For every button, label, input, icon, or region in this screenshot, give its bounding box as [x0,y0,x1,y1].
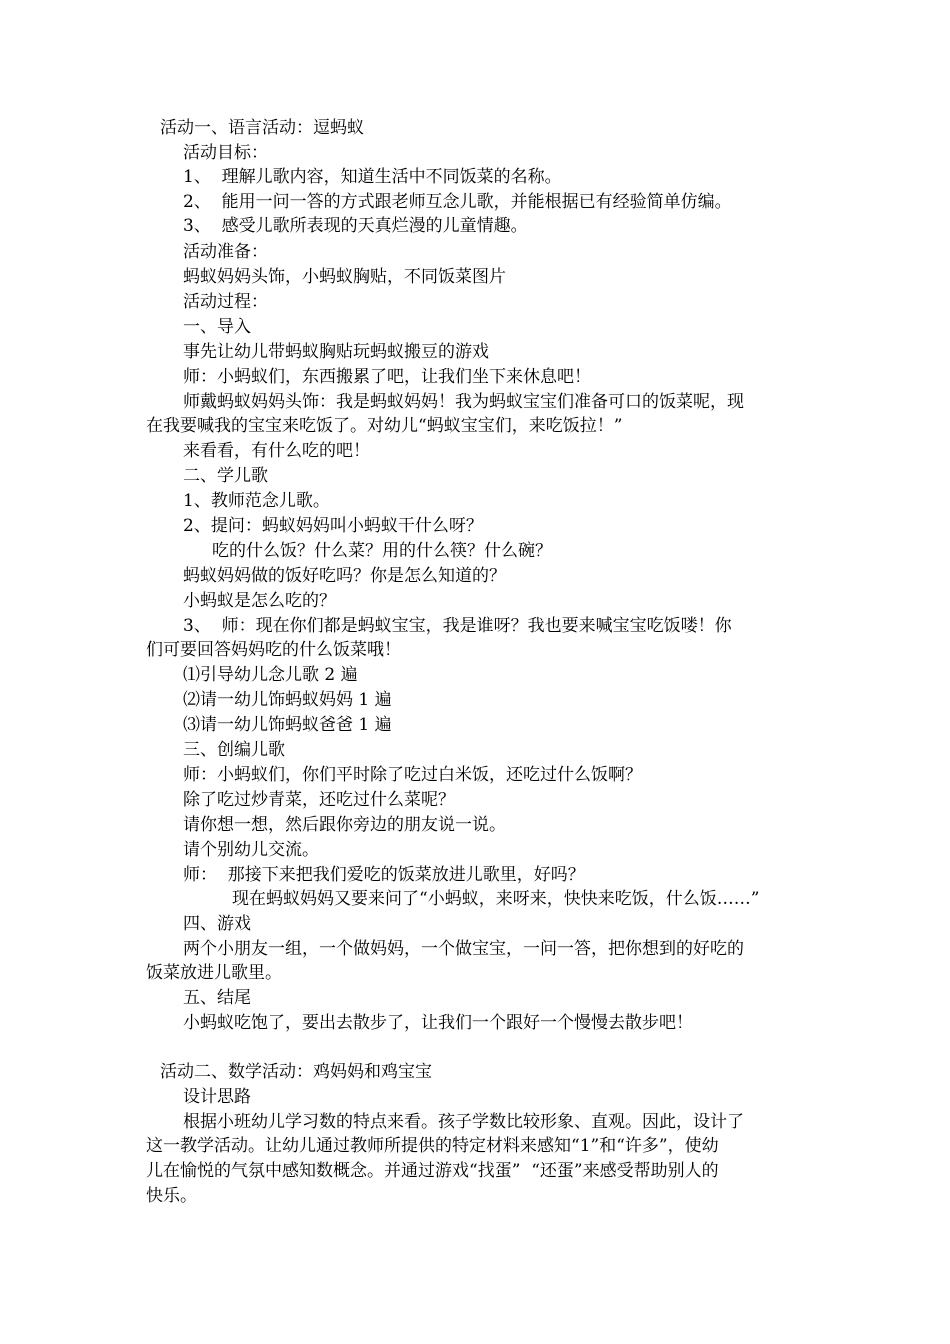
paragraph: 请你想一想，然后跟你旁边的朋友说一说。 [183,815,506,835]
process-heading: 活动过程： [183,292,268,312]
section-heading-learn-song: 二、学儿歌 [183,466,268,486]
goal-1: 1、 理解儿歌内容，知道生活中不同饭菜的名称。 [183,167,562,187]
paragraph: 除了吃过炒青菜，还吃过什么菜呢？ [183,790,455,810]
paragraph: 现在蚂蚁妈妈又要来问了“小蚂蚁，来呀来，快快来吃饭，什么饭……” [232,889,760,909]
section-heading-game: 四、游戏 [183,914,251,934]
paragraph-continued: 在我要喊我的宝宝来吃饭了。对幼儿“蚂蚁宝宝们，来吃饭拉！” [146,416,623,436]
paragraph: 吃的什么饭？什么菜？用的什么筷？什么碗？ [212,541,552,561]
paragraph: 小蚂蚁吃饱了，要出去散步了，让我们一个跟好一个慢慢去散步吧！ [183,1013,693,1033]
section-heading-ending: 五、结尾 [183,988,251,1008]
list-item: 3、 师：现在你们都是蚂蚁宝宝，我是谁呀？我也要来喊宝宝吃饭喽！你 [183,616,732,636]
paragraph-continued: 饭菜放进儿歌里。 [146,963,282,983]
paragraph-continued: 这一教学活动。让幼儿通过教师所提供的特定材料来感知“1”和“许多”，使幼 [146,1136,719,1156]
list-item: 2、提问：蚂蚁妈妈叫小蚂蚁干什么呀？ [183,516,483,536]
list-item: ⑵请一幼儿饰蚂蚁妈妈 1 遍 [183,690,392,710]
list-item: ⑶请一幼儿饰蚂蚁爸爸 1 遍 [183,715,392,735]
prep-text: 蚂蚁妈妈头饰，小蚂蚁胸贴，不同饭菜图片 [183,267,506,287]
paragraph: 师：小蚂蚁们，东西搬累了吧，让我们坐下来休息吧！ [183,367,591,387]
paragraph: 小蚂蚁是怎么吃的？ [183,591,336,611]
paragraph: 根据小班幼儿学习数的特点来看。孩子学数比较形象、直观。因此，设计了 [183,1112,744,1132]
paragraph: 两个小朋友一组，一个做妈妈，一个做宝宝，一问一答，把你想到的好吃的 [183,939,744,959]
goals-heading: 活动目标： [183,143,268,163]
paragraph: 蚂蚁妈妈做的饭好吃吗？你是怎么知道的？ [183,566,506,586]
goal-2: 2、 能用一问一答的方式跟老师互念儿歌，并能根据已有经验简单仿编。 [183,192,732,212]
paragraph-continued: 儿在愉悦的气氛中感知数概念。并通过游戏“找蛋” “还蛋”来感受帮助别人的 [146,1161,719,1181]
section-heading-intro: 一、导入 [183,317,251,337]
paragraph: 请个别幼儿交流。 [183,840,319,860]
activity2-title: 活动二、数学活动：鸡妈妈和鸡宝宝 [160,1062,432,1082]
list-item: ⑴引导幼儿念儿歌 2 遍 [183,665,358,685]
paragraph: 事先让幼儿带蚂蚁胸贴玩蚂蚁搬豆的游戏 [183,342,489,362]
paragraph: 师戴蚂蚁妈妈头饰：我是蚂蚁妈妈！我为蚂蚁宝宝们准备可口的饭菜呢，现 [183,392,744,412]
prep-heading: 活动准备： [183,242,268,262]
goal-3: 3、 感受儿歌所表现的天真烂漫的儿童情趣。 [183,216,528,236]
paragraph: 师：小蚂蚁们，你们平时除了吃过白米饭，还吃过什么饭啊？ [183,765,642,785]
activity1-title: 活动一、语言活动：逗蚂蚁 [160,118,364,138]
list-item: 1、教师范念儿歌。 [183,491,330,511]
section-heading-create-song: 三、创编儿歌 [183,740,285,760]
design-heading: 设计思路 [183,1087,251,1107]
paragraph-continued: 快乐。 [146,1186,197,1206]
paragraph: 师： 那接下来把我们爱吃的饭菜放进儿歌里，好吗？ [183,865,585,885]
paragraph-continued: 们可要回答妈妈吃的什么饭菜哦！ [146,640,401,660]
paragraph: 来看看，有什么吃的吧！ [183,441,370,461]
